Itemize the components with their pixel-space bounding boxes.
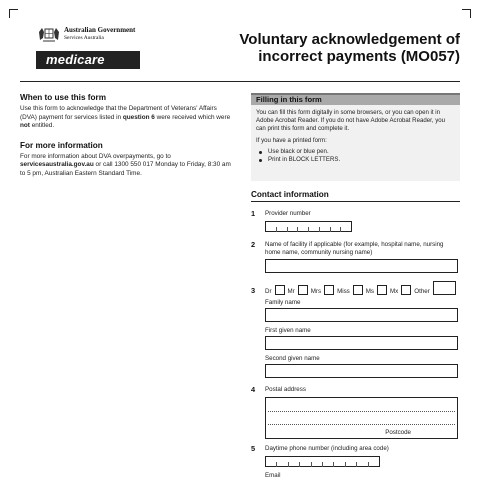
family-name-field[interactable] [265,308,458,322]
mx-checkbox[interactable] [401,285,411,295]
q4-number: 4 [251,385,256,394]
email-label: Email [265,472,281,479]
title-option-other[interactable]: Other [414,281,455,295]
title-option-dr[interactable]: Dr [265,285,285,295]
title-option-mr[interactable]: Mr [288,285,308,295]
provider-number-field[interactable] [265,221,352,232]
mrs-checkbox[interactable] [324,285,334,295]
services-link[interactable]: servicesaustralia.gov.au [20,161,94,169]
form-title: Voluntary acknowledgement of incorrect payments (MO057) [239,31,460,65]
gov-line1: Australian Government [64,26,136,34]
q2-label: Name of facility if applicable (for example, hospital name, nursing home name, community nursing name) [265,241,444,257]
coat-of-arms-icon [36,26,62,44]
header-divider [20,81,460,82]
phone-number-field[interactable] [265,456,380,467]
q3-number: 3 [251,286,256,295]
ms-checkbox[interactable] [377,285,387,295]
first-given-label: First given name [265,327,311,334]
q1-number: 1 [251,209,256,218]
other-title-field[interactable] [433,281,456,295]
crop-mark-top-left [9,9,18,18]
crop-mark-top-right [462,9,471,18]
q2-number: 2 [251,240,256,249]
q1-label: Provider number [265,210,311,217]
family-name-label: Family name [265,299,301,306]
q4-label: Postal address [265,386,306,393]
title-option-ms[interactable]: Ms [366,285,387,295]
q5-number: 5 [251,444,256,453]
dr-checkbox[interactable] [275,285,285,295]
filling-instructions-box [251,93,460,181]
q5-label: Daytime phone number (including area code) [265,445,389,452]
postcode-label: Postcode [385,429,411,436]
gov-line2: Services Australia [64,35,104,41]
first-given-name-field[interactable] [265,336,458,350]
more-heading: For more information [20,140,103,150]
title-option-miss[interactable]: Miss [337,285,363,295]
more-text: For more information about DVA overpayments, go to servicesaustralia.gov.au or call 1300 550 017 Monday to Friday, 8:30 am to 5 pm, Australian Eastern Standard Time. [20,152,231,177]
filling-bullets [256,148,455,165]
second-given-label: Second given name [265,355,320,362]
bullet-item: Use black or blue pen. [256,148,455,157]
title-option-mrs[interactable]: Mrs [311,285,334,295]
government-wordmark [64,26,135,42]
filling-heading: Filling in this form [251,93,460,105]
postal-address-field[interactable] [265,397,458,439]
second-given-name-field[interactable] [265,364,458,378]
contact-heading: Contact information [251,190,329,199]
mr-checkbox[interactable] [298,285,308,295]
bullet-item: Print in BLOCK LETTERS. [256,156,455,165]
facility-name-field[interactable] [265,259,458,273]
filling-para2: If you have a printed form: [256,136,327,144]
medicare-logo: medicare [36,51,140,69]
miss-checkbox[interactable] [353,285,363,295]
left-column [20,93,235,189]
when-heading: When to use this form [20,93,106,102]
title-options [265,281,459,295]
when-text: Use this form to acknowledge that the Department of Veterans' Affairs (DVA) payment for services listed in question 6 were received which were not entitled. [20,105,231,130]
title-option-mx[interactable]: Mx [390,285,411,295]
filling-para1: You can fill this form digitally in some browsers, or you can open it in Adobe Acrobat Reader. If you do not have Adobe Acrobat Reader, you can print this form and complete it. [256,109,446,133]
contact-divider [251,201,460,202]
